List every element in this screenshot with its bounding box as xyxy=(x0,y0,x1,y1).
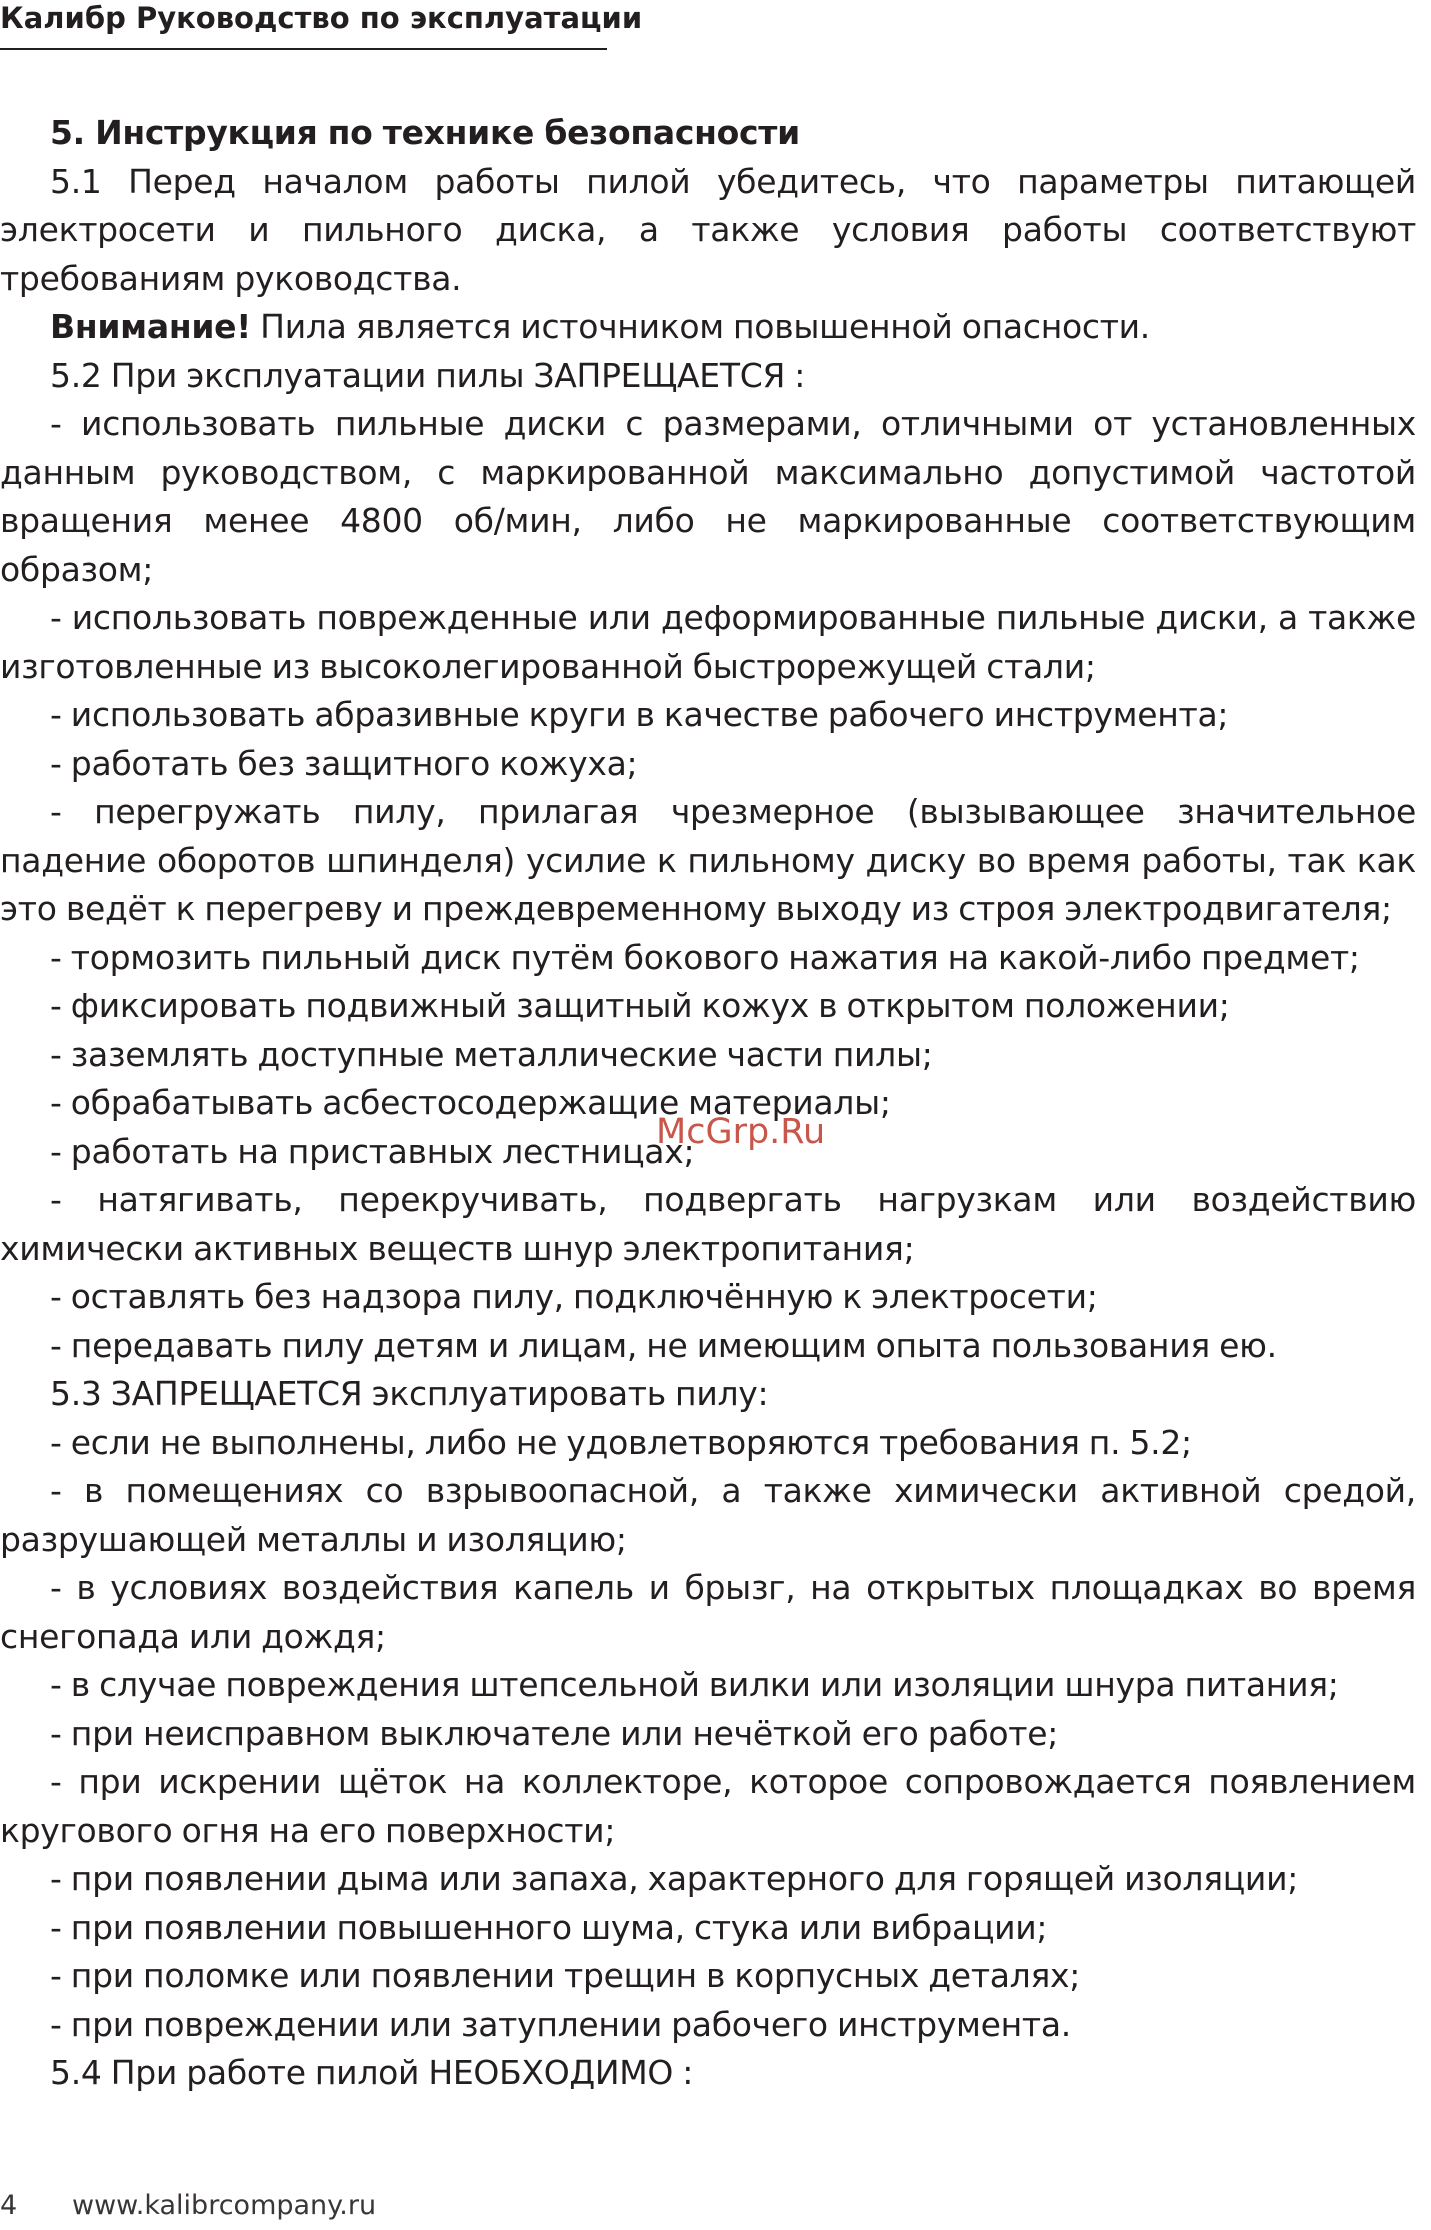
page-header xyxy=(0,0,643,50)
paragraph-5-2: 5.2 При эксплуатации пилы ЗАПРЕЩАЕТСЯ : xyxy=(50,355,806,395)
document-body xyxy=(0,109,1416,2098)
list-item: - передавать пилу детям и лицам, не имеющим опыта пользования ею. xyxy=(50,1325,1277,1365)
list-item: - натягивать, перекручивать, подвергать нагрузкам или воздействию химически активных веществ шнур электропитания; xyxy=(0,1180,1416,1268)
watermark: McGrp.Ru xyxy=(656,1112,826,1152)
list-item: - обрабатывать асбестосодержащие материалы; xyxy=(50,1083,891,1122)
list-item: - заземлять доступные металлические части пилы; xyxy=(50,1034,933,1074)
list-item: - при неисправном выключателе или нечёткой его работе; xyxy=(50,1713,1059,1753)
list-item: - если не выполнены, либо не удовлетворяются требования п. 5.2; xyxy=(50,1422,1192,1462)
list-item: - оставлять без надзора пилу, подключённую к электросети; xyxy=(50,1277,1098,1316)
list-item: - использовать поврежденные или деформированные пильные диски, а также изготовленные из высоколегированной быстрорежущей стали; xyxy=(0,598,1416,686)
list-item: - фиксировать подвижный защитный кожух в открытом положении; xyxy=(50,986,1230,1025)
list-item: - при появлении дыма или запаха, характерного для горящей изоляции; xyxy=(50,1859,1299,1898)
list-item: - в случае повреждения штепсельной вилки или изоляции шнура питания; xyxy=(50,1665,1339,1704)
warning-paragraph xyxy=(0,303,1416,352)
list-item: - перегружать пилу, прилагая чрезмерное (вызывающее значительное падение оборотов шпинделя) усилие к пильному диску во время работы, так как это ведёт к перегреву и преждевременному выходу из строя электродвигателя; xyxy=(0,792,1416,928)
page-number: 4 xyxy=(0,2190,18,2221)
list-item: - при искрении щёток на коллекторе, которое сопровождается появлением кругового огня на его поверхности; xyxy=(0,1762,1416,1850)
warning-text: Пила является источником повышенной опасности. xyxy=(250,307,1150,346)
header-title: Калибр Руководство по эксплуатации xyxy=(0,1,643,35)
section-heading: 5. Инструкция по технике безопасности xyxy=(50,113,800,152)
list-item: - работать без защитного кожуха; xyxy=(50,743,638,783)
paragraph-5-1: 5.1 Перед началом работы пилой убедитесь, что параметры питающей электросети и пильного диска, а также условия работы соответствуют требованиям руководства. xyxy=(0,161,1416,298)
page-footer xyxy=(0,2190,376,2221)
list-item: - при поломке или появлении трещин в корпусных деталях; xyxy=(50,1956,1081,1995)
list-item: - при повреждении или затуплении рабочего инструмента. xyxy=(50,2004,1071,2044)
footer-url: www.kalibrcompany.ru xyxy=(72,2190,377,2221)
list-item: - в условиях воздействия капель и брызг, на открытых площадках во время снегопада или дождя; xyxy=(0,1568,1416,1656)
paragraph-5-3: 5.3 ЗАПРЕЩАЕТСЯ эксплуатировать пилу: xyxy=(50,1374,769,1413)
list-item: - использовать пильные диски с размерами, отличными от установленных данным руководством, с маркированной максимально допустимой частотой вращения менее 4800 об/мин, либо не маркированные соответствующим образом; xyxy=(0,404,1416,589)
list-item: - использовать абразивные круги в качестве рабочего инструмента; xyxy=(50,695,1229,734)
list-item: - тормозить пильный диск путём бокового нажатия на какой-либо предмет; xyxy=(50,937,1360,977)
warning-label: Внимание! xyxy=(50,307,251,346)
list-item: - работать на приставных лестницах; xyxy=(50,1131,695,1171)
paragraph-5-4: 5.4 При работе пилой НЕОБХОДИМО : xyxy=(50,2053,694,2092)
list-item: - при появлении повышенного шума, стука или вибрации; xyxy=(50,1907,1048,1947)
list-item: - в помещениях со взрывоопасной, а также химически активной средой, разрушающей металлы и изоляцию; xyxy=(0,1471,1416,1559)
